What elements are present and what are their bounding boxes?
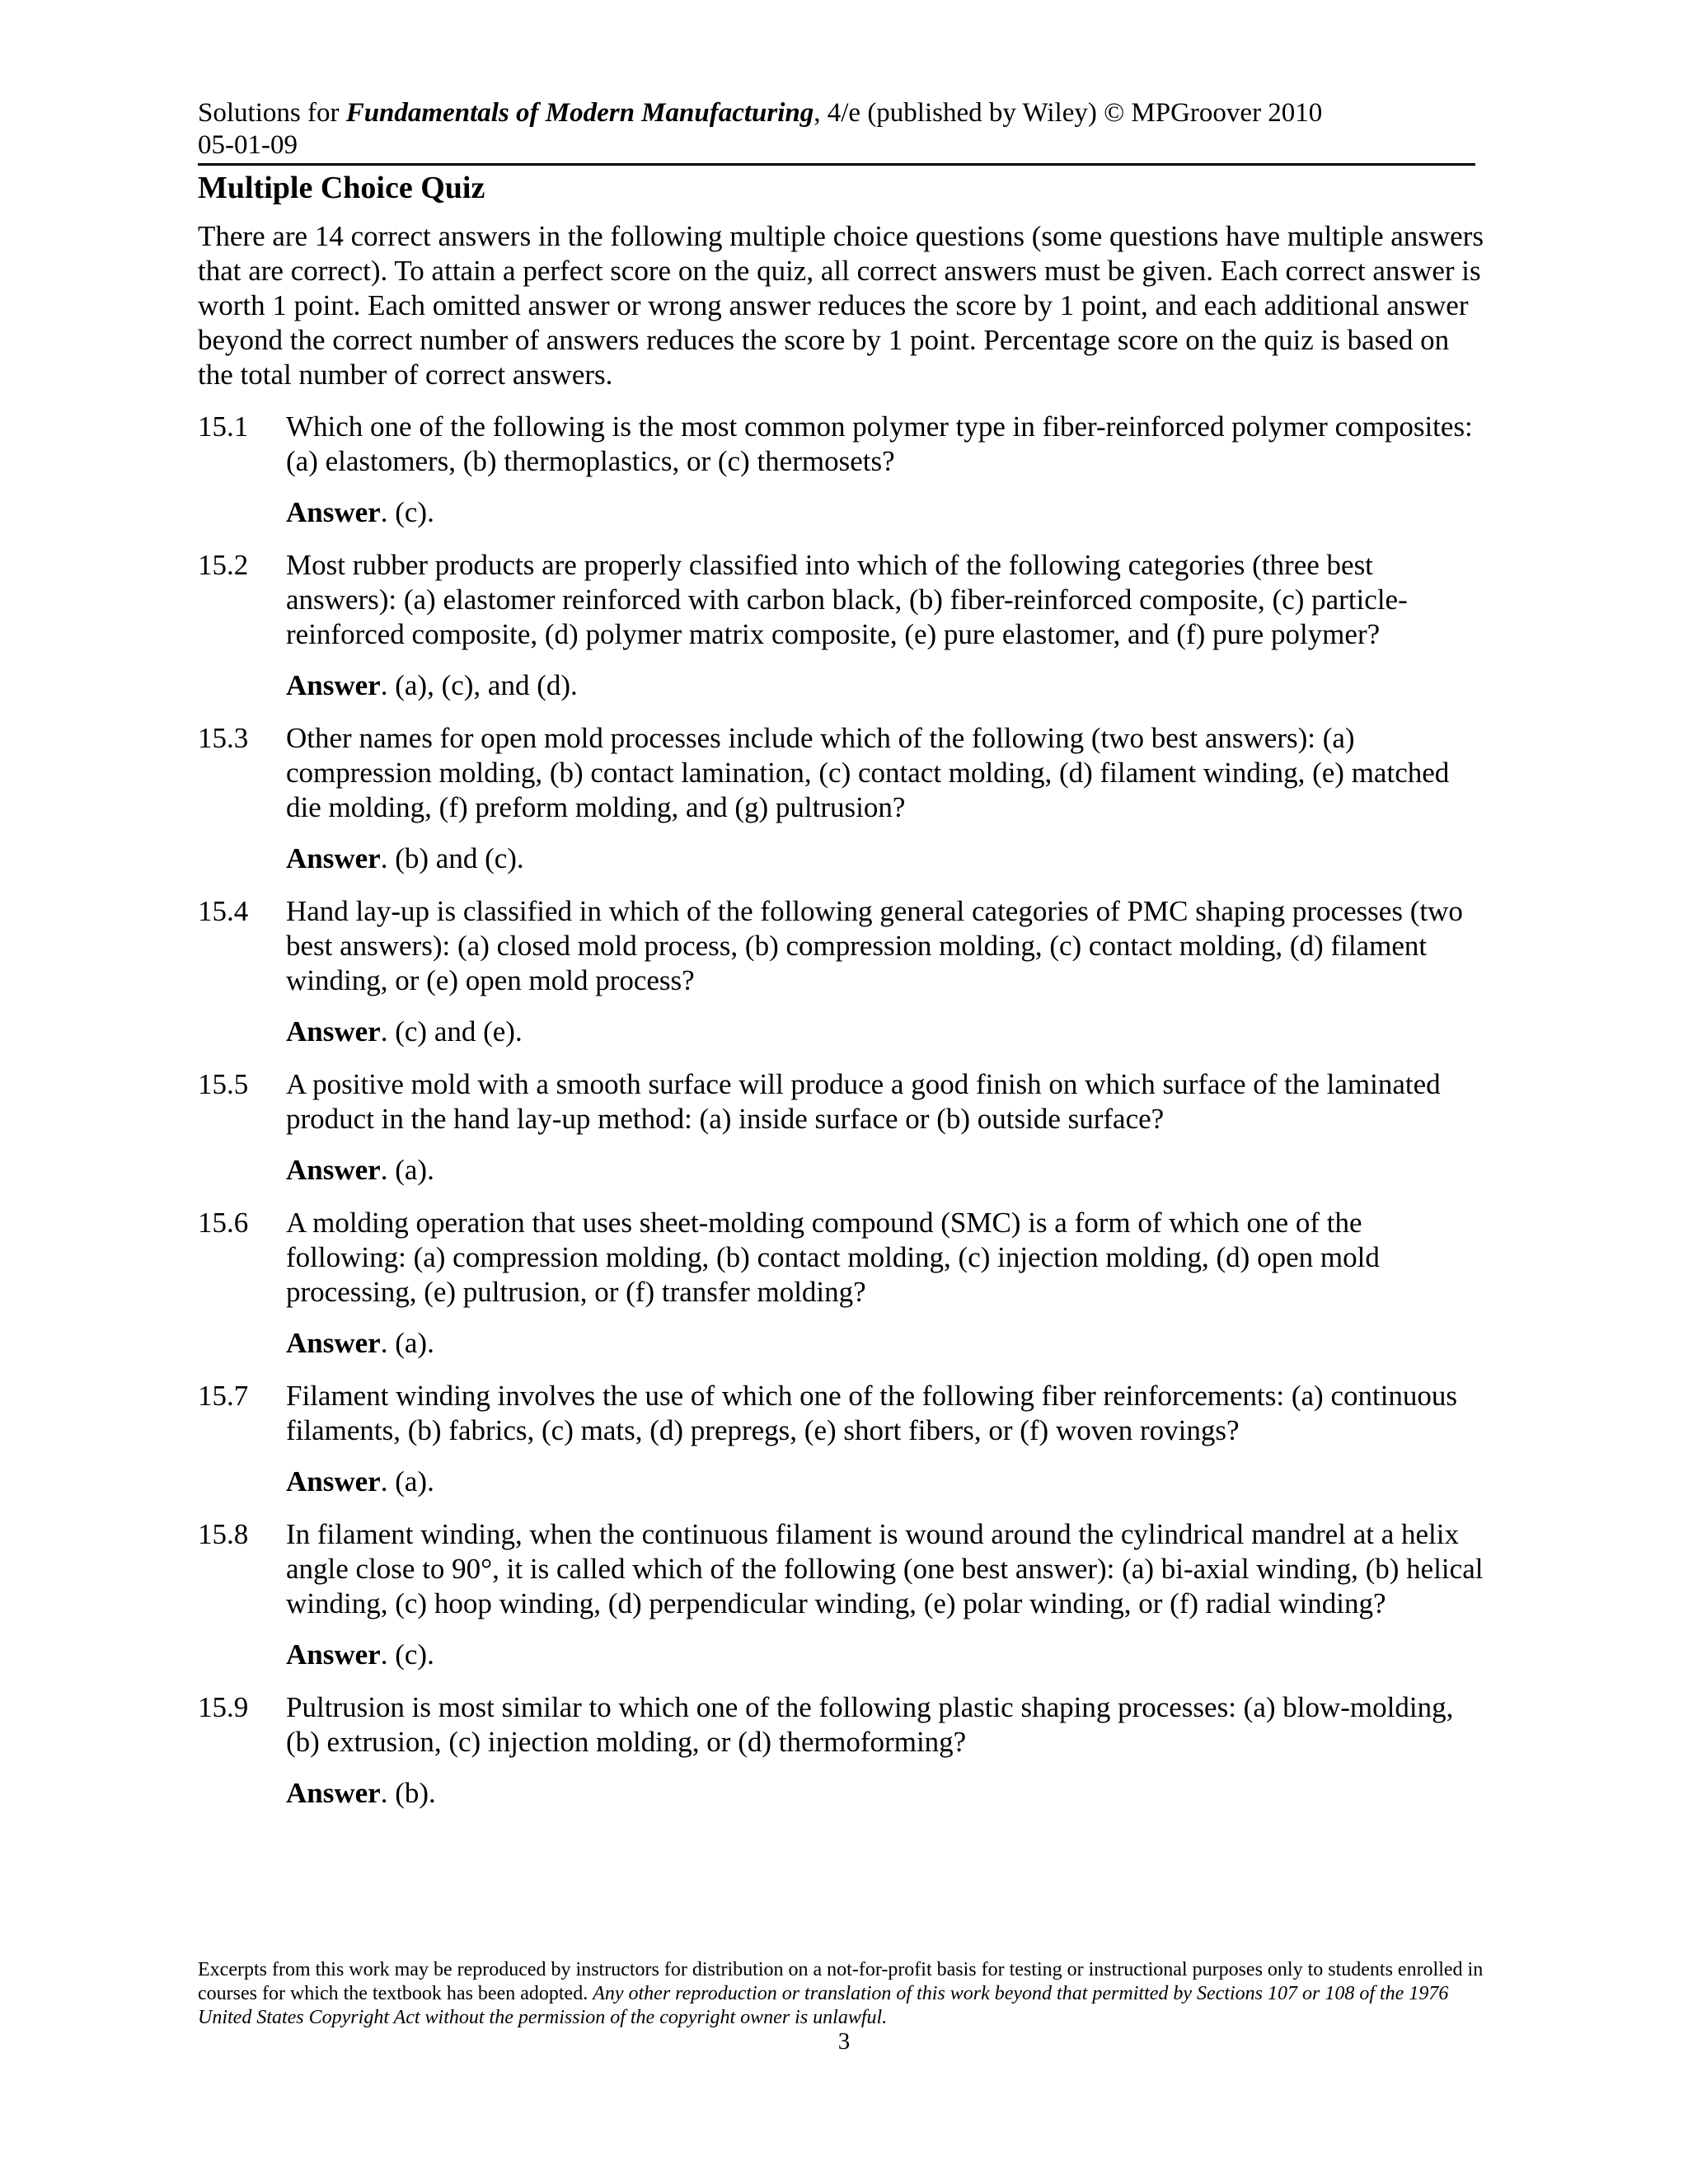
copyright-footer: [198, 1958, 1492, 2030]
question-number: 15.9: [198, 1691, 249, 1723]
answer-label: Answer: [286, 669, 381, 701]
question-item: [198, 1517, 1484, 1672]
question-item: [198, 721, 1484, 876]
header-suffix: , 4/e (published by Wiley) © MPGroover 2010: [814, 98, 1323, 128]
question-item: [198, 1379, 1484, 1499]
question-text: A molding operation that uses sheet-molding compound (SMC) is a form of which one of the following: (a) compression molding, (b) contact molding, (c) injection molding, (d) open mold processing, (e) pultrusion, or (f) transfer molding?: [286, 1207, 1380, 1308]
answer-value: . (c) and (e).: [380, 1015, 523, 1047]
question-number: 15.2: [198, 549, 249, 581]
question-text: Other names for open mold processes include which of the following (two best answers): (a) compression molding, (b) contact lamination, (c) contact molding, (d) filament winding, (e) matched die molding, (f) preform molding, and (g) pultrusion?: [286, 722, 1450, 823]
answer-label: Answer: [286, 1015, 381, 1047]
question-number: 15.6: [198, 1207, 249, 1239]
running-header: [198, 97, 1475, 162]
question-answer: [286, 495, 1484, 530]
question-answer: [286, 1153, 1484, 1188]
question-number: 15.8: [198, 1518, 249, 1550]
header-date: 05-01-09: [198, 130, 298, 160]
question-answer: [286, 841, 1484, 876]
question-text: Most rubber products are properly classified into which of the following categories (three best answers): (a) elastomer reinforced with carbon black, (b) fiber-reinforced composite, (c) particle-reinforced composite, (d) polymer matrix composite, (e) pure elastomer, and (f) pure polymer?: [286, 549, 1408, 650]
answer-value: . (c).: [380, 496, 434, 528]
section-title: Multiple Choice Quiz: [198, 171, 485, 205]
question-answer: [286, 1015, 1484, 1049]
answer-label: Answer: [286, 496, 381, 528]
question-number: 15.7: [198, 1380, 249, 1412]
question-answer: [286, 668, 1484, 703]
question-answer: [286, 1638, 1484, 1672]
question-answer: [286, 1465, 1484, 1499]
header-source-line: [198, 97, 1475, 129]
question-text: A positive mold with a smooth surface will produce a good finish on which surface of the laminated product in the hand lay-up method: (a) inside surface or (b) outside surface?: [286, 1068, 1441, 1135]
question-item: [198, 894, 1484, 1049]
question-number: 15.3: [198, 722, 249, 754]
answer-value: . (b).: [380, 1777, 436, 1809]
page-number: 3: [837, 2028, 851, 2055]
question-number: 15.4: [198, 895, 249, 927]
header-book-title: Fundamentals of Modern Manufacturing: [345, 98, 814, 128]
question-item: [198, 410, 1484, 530]
question-text: In filament winding, when the continuous filament is wound around the cylindrical mandrel at a helix angle close to 90°, it is called which of the following (one best answer): (a) bi-axial winding, (b) helical winding, (c) hoop winding, (d) perpendicular winding, (e) polar winding, or (f) radial winding?: [286, 1518, 1484, 1619]
answer-value: . (c).: [380, 1638, 434, 1671]
answer-value: . (b) and (c).: [380, 842, 524, 874]
question-answer: [286, 1326, 1484, 1361]
answer-value: . (a).: [380, 1327, 434, 1359]
question-text: Hand lay-up is classified in which of the following general categories of PMC shaping processes (two best answers): (a) closed mold process, (b) compression molding, (c) contact molding, (d) filament winding, or (e) open mold process?: [286, 895, 1463, 996]
answer-label: Answer: [286, 1154, 381, 1186]
question-text: Which one of the following is the most common polymer type in fiber-reinforced polymer composites: (a) elastomers, (b) thermoplastics, or (c) thermosets?: [286, 410, 1473, 477]
quiz-instructions: There are 14 correct answers in the following multiple choice questions (some questions have multiple answers that are correct). To attain a perfect score on the quiz, all correct answers must be given. Each correct answer is worth 1 point. Each omitted answer or wrong answer reduces the score by 1 point, and each additional answer beyond the correct number of answers reduces the score by 1 point. Percentage score on the quiz is based on the total number of correct answers.: [198, 220, 1484, 391]
question-list: [198, 410, 1484, 1829]
footer-notice: Excerpts from this work may be reproduced by instructors for distribution on a not-for-profit basis for testing or instructional purposes only to students enrolled in courses for which the textbook has been adopted.: [198, 1959, 1484, 2004]
answer-label: Answer: [286, 1327, 381, 1359]
answer-value: . (a), (c), and (d).: [380, 669, 578, 701]
answer-label: Answer: [286, 1638, 381, 1671]
question-text: Filament winding involves the use of which one of the following fiber reinforcements: (a) continuous filaments, (b) fabrics, (c) mats, (d) prepregs, (e) short fibers, or (f) woven rovings?: [286, 1380, 1458, 1446]
question-number: 15.1: [198, 410, 249, 443]
question-number: 15.5: [198, 1068, 249, 1100]
question-item: [198, 1690, 1484, 1811]
question-item: [198, 548, 1484, 703]
question-answer: [286, 1776, 1484, 1811]
answer-value: . (a).: [380, 1154, 434, 1186]
header-divider: [198, 163, 1475, 166]
answer-label: Answer: [286, 1777, 381, 1809]
question-text: Pultrusion is most similar to which one of the following plastic shaping processes: (a) blow-molding, (b) extrusion, (c) injection molding, or (d) thermoforming?: [286, 1691, 1454, 1758]
question-item: [198, 1067, 1484, 1188]
footer-legal-notice: Any other reproduction or translation of this work beyond that permitted by Sections 107 or 108 of the 1976 United States Copyright Act without the permission of the copyright owner is unlawful.: [198, 1983, 1449, 2028]
question-item: [198, 1206, 1484, 1361]
header-prefix: Solutions for: [198, 98, 346, 128]
answer-label: Answer: [286, 1465, 381, 1497]
answer-value: . (a).: [380, 1465, 434, 1497]
answer-label: Answer: [286, 842, 381, 874]
